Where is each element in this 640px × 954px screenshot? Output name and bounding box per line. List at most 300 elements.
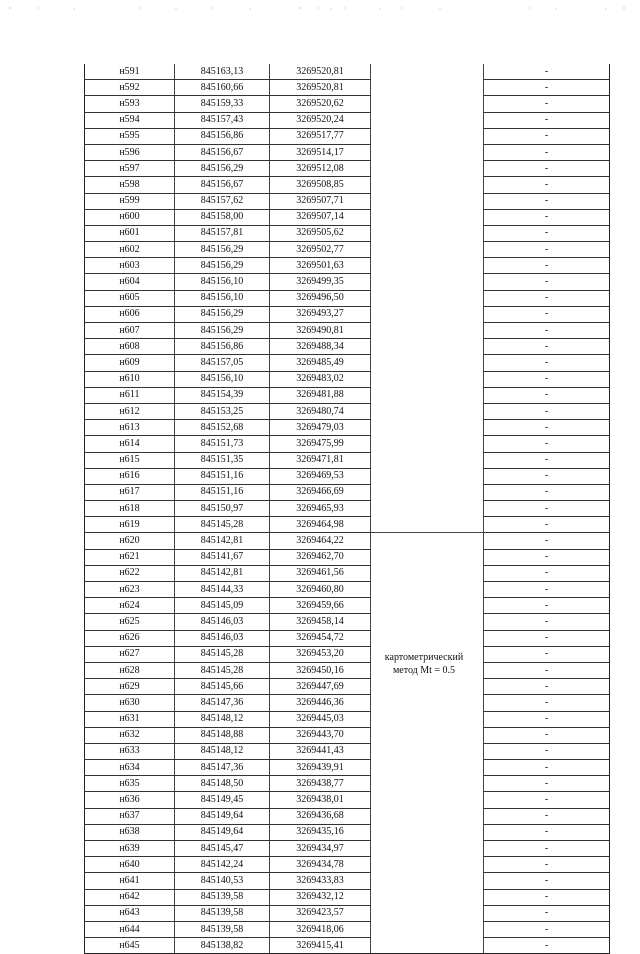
x-coordinate-cell: 845144,33	[175, 582, 270, 598]
error-cell: -	[484, 209, 610, 225]
point-id-cell: н629	[85, 679, 175, 695]
error-cell: -	[484, 760, 610, 776]
point-id-cell: н640	[85, 857, 175, 873]
table-row	[85, 679, 610, 695]
point-id-cell: н599	[85, 193, 175, 209]
method-cell	[371, 760, 484, 776]
point-id-cell: н628	[85, 662, 175, 678]
point-id-cell: н600	[85, 209, 175, 225]
error-cell: -	[484, 128, 610, 144]
method-cell	[371, 630, 484, 646]
error-cell: -	[484, 193, 610, 209]
y-coordinate-cell: 3269499,35	[270, 274, 371, 290]
point-id-cell: н621	[85, 549, 175, 565]
table-row	[85, 177, 610, 193]
x-coordinate-cell: 845139,58	[175, 905, 270, 921]
error-cell: -	[484, 582, 610, 598]
error-cell: -	[484, 533, 610, 549]
y-coordinate-cell: 3269508,85	[270, 177, 371, 193]
method-cell	[371, 938, 484, 954]
y-coordinate-cell: 3269520,24	[270, 112, 371, 128]
error-cell: -	[484, 177, 610, 193]
method-cell	[371, 209, 484, 225]
method-cell	[371, 420, 484, 436]
point-id-cell: н611	[85, 387, 175, 403]
point-id-cell: н610	[85, 371, 175, 387]
x-coordinate-cell: 845146,03	[175, 614, 270, 630]
point-id-cell: н641	[85, 873, 175, 889]
error-cell: -	[484, 824, 610, 840]
table-row	[85, 339, 610, 355]
x-coordinate-cell: 845156,67	[175, 177, 270, 193]
error-cell: -	[484, 403, 610, 419]
table-row	[85, 258, 610, 274]
table-row	[85, 776, 610, 792]
table-row	[85, 889, 610, 905]
error-cell: -	[484, 549, 610, 565]
x-coordinate-cell: 845163,13	[175, 64, 270, 80]
method-cell	[371, 598, 484, 614]
y-coordinate-cell: 3269512,08	[270, 161, 371, 177]
y-coordinate-cell: 3269458,14	[270, 614, 371, 630]
method-cell	[371, 96, 484, 112]
table-row	[85, 646, 610, 662]
method-cell	[371, 339, 484, 355]
error-cell: -	[484, 808, 610, 824]
x-coordinate-cell: 845156,86	[175, 128, 270, 144]
table-row	[85, 209, 610, 225]
x-coordinate-cell: 845160,66	[175, 80, 270, 96]
y-coordinate-cell: 3269479,03	[270, 420, 371, 436]
error-cell: -	[484, 614, 610, 630]
table-row	[85, 80, 610, 96]
x-coordinate-cell: 845149,64	[175, 808, 270, 824]
y-coordinate-cell: 3269514,17	[270, 144, 371, 160]
point-id-cell: н594	[85, 112, 175, 128]
method-cell	[371, 873, 484, 889]
x-coordinate-cell: 845151,16	[175, 484, 270, 500]
x-coordinate-cell: 845157,81	[175, 225, 270, 241]
y-coordinate-cell: 3269507,14	[270, 209, 371, 225]
x-coordinate-cell: 845151,16	[175, 468, 270, 484]
y-coordinate-cell: 3269446,36	[270, 695, 371, 711]
point-id-cell: н624	[85, 598, 175, 614]
method-cell	[371, 128, 484, 144]
error-cell: -	[484, 144, 610, 160]
y-coordinate-cell: 3269461,56	[270, 565, 371, 581]
x-coordinate-cell: 845148,12	[175, 743, 270, 759]
coordinates-table	[84, 64, 610, 954]
method-cell	[371, 727, 484, 743]
point-id-cell: н636	[85, 792, 175, 808]
y-coordinate-cell: 3269447,69	[270, 679, 371, 695]
method-cell	[371, 371, 484, 387]
point-id-cell: н645	[85, 938, 175, 954]
table-row	[85, 387, 610, 403]
method-note-line2: метод Mt = 0.5	[392, 665, 456, 676]
method-cell	[371, 808, 484, 824]
table-row	[85, 193, 610, 209]
error-cell: -	[484, 501, 610, 517]
x-coordinate-cell: 845145,09	[175, 598, 270, 614]
y-coordinate-cell: 3269453,20	[270, 646, 371, 662]
table-row	[85, 323, 610, 339]
error-cell: -	[484, 112, 610, 128]
y-coordinate-cell: 3269520,81	[270, 64, 371, 80]
y-coordinate-cell: 3269415,41	[270, 938, 371, 954]
scan-artifact-dots	[0, 0, 640, 20]
y-coordinate-cell: 3269445,03	[270, 711, 371, 727]
point-id-cell: н609	[85, 355, 175, 371]
error-cell: -	[484, 938, 610, 954]
point-id-cell: н619	[85, 517, 175, 533]
y-coordinate-cell: 3269436,68	[270, 808, 371, 824]
error-cell: -	[484, 161, 610, 177]
point-id-cell: н642	[85, 889, 175, 905]
table-row	[85, 630, 610, 646]
method-cell	[371, 841, 484, 857]
y-coordinate-cell: 3269469,53	[270, 468, 371, 484]
x-coordinate-cell: 845156,29	[175, 161, 270, 177]
point-id-cell: н644	[85, 921, 175, 937]
x-coordinate-cell: 845139,58	[175, 889, 270, 905]
point-id-cell: н631	[85, 711, 175, 727]
table-row	[85, 711, 610, 727]
point-id-cell: н607	[85, 323, 175, 339]
y-coordinate-cell: 3269423,57	[270, 905, 371, 921]
y-coordinate-cell: 3269433,83	[270, 873, 371, 889]
y-coordinate-cell: 3269520,81	[270, 80, 371, 96]
method-cell	[371, 614, 484, 630]
x-coordinate-cell: 845153,25	[175, 403, 270, 419]
table-row	[85, 565, 610, 581]
point-id-cell: н604	[85, 274, 175, 290]
table-row	[85, 662, 610, 678]
table-row	[85, 905, 610, 921]
y-coordinate-cell: 3269462,70	[270, 549, 371, 565]
y-coordinate-cell: 3269464,22	[270, 533, 371, 549]
error-cell: -	[484, 258, 610, 274]
table-row	[85, 484, 610, 500]
method-cell	[371, 403, 484, 419]
table-row	[85, 873, 610, 889]
x-coordinate-cell: 845150,97	[175, 501, 270, 517]
y-coordinate-cell: 3269481,88	[270, 387, 371, 403]
method-cell	[371, 468, 484, 484]
table-row	[85, 112, 610, 128]
table-row	[85, 841, 610, 857]
method-cell	[371, 484, 484, 500]
x-coordinate-cell: 845149,64	[175, 824, 270, 840]
error-cell: -	[484, 225, 610, 241]
x-coordinate-cell: 845145,28	[175, 517, 270, 533]
table-row	[85, 614, 610, 630]
table-row	[85, 96, 610, 112]
error-cell: -	[484, 306, 610, 322]
x-coordinate-cell: 845157,05	[175, 355, 270, 371]
x-coordinate-cell: 845156,29	[175, 306, 270, 322]
y-coordinate-cell: 3269454,72	[270, 630, 371, 646]
table-row	[85, 695, 610, 711]
point-id-cell: н627	[85, 646, 175, 662]
method-cell	[371, 112, 484, 128]
x-coordinate-cell: 845152,68	[175, 420, 270, 436]
point-id-cell: н613	[85, 420, 175, 436]
table-row	[85, 306, 610, 322]
y-coordinate-cell: 3269441,43	[270, 743, 371, 759]
y-coordinate-cell: 3269520,62	[270, 96, 371, 112]
table-row	[85, 598, 610, 614]
method-cell	[371, 889, 484, 905]
table-row	[85, 225, 610, 241]
method-note	[368, 651, 480, 677]
method-cell	[371, 549, 484, 565]
method-cell	[371, 743, 484, 759]
point-id-cell: н614	[85, 436, 175, 452]
method-cell	[371, 679, 484, 695]
point-id-cell: н622	[85, 565, 175, 581]
y-coordinate-cell: 3269464,98	[270, 517, 371, 533]
x-coordinate-cell: 845147,36	[175, 760, 270, 776]
x-coordinate-cell: 845145,47	[175, 841, 270, 857]
error-cell: -	[484, 727, 610, 743]
table-row	[85, 760, 610, 776]
y-coordinate-cell: 3269434,78	[270, 857, 371, 873]
table-row	[85, 128, 610, 144]
method-cell	[371, 161, 484, 177]
error-cell: -	[484, 420, 610, 436]
point-id-cell: н623	[85, 582, 175, 598]
x-coordinate-cell: 845156,10	[175, 274, 270, 290]
y-coordinate-cell: 3269517,77	[270, 128, 371, 144]
method-cell	[371, 355, 484, 371]
table-row	[85, 468, 610, 484]
x-coordinate-cell: 845156,29	[175, 323, 270, 339]
y-coordinate-cell: 3269450,16	[270, 662, 371, 678]
point-id-cell: н608	[85, 339, 175, 355]
point-id-cell: н603	[85, 258, 175, 274]
point-id-cell: н598	[85, 177, 175, 193]
y-coordinate-cell: 3269466,69	[270, 484, 371, 500]
method-cell	[371, 695, 484, 711]
method-cell	[371, 242, 484, 258]
method-cell	[371, 711, 484, 727]
y-coordinate-cell: 3269418,06	[270, 921, 371, 937]
point-id-cell: н591	[85, 64, 175, 80]
point-id-cell: н595	[85, 128, 175, 144]
method-cell	[371, 274, 484, 290]
table-row	[85, 727, 610, 743]
x-coordinate-cell: 845156,86	[175, 339, 270, 355]
y-coordinate-cell: 3269438,77	[270, 776, 371, 792]
point-id-cell: н597	[85, 161, 175, 177]
table-row	[85, 824, 610, 840]
table-row	[85, 371, 610, 387]
method-cell	[371, 144, 484, 160]
table-row	[85, 533, 610, 549]
x-coordinate-cell: 845148,88	[175, 727, 270, 743]
method-cell	[371, 921, 484, 937]
y-coordinate-cell: 3269435,16	[270, 824, 371, 840]
y-coordinate-cell: 3269434,97	[270, 841, 371, 857]
error-cell: -	[484, 290, 610, 306]
x-coordinate-cell: 845145,28	[175, 646, 270, 662]
point-id-cell: н633	[85, 743, 175, 759]
method-cell	[371, 306, 484, 322]
method-cell	[371, 776, 484, 792]
y-coordinate-cell: 3269488,34	[270, 339, 371, 355]
error-cell: -	[484, 889, 610, 905]
x-coordinate-cell: 845151,73	[175, 436, 270, 452]
table-row	[85, 792, 610, 808]
error-cell: -	[484, 452, 610, 468]
error-cell: -	[484, 695, 610, 711]
point-id-cell: н626	[85, 630, 175, 646]
error-cell: -	[484, 371, 610, 387]
x-coordinate-cell: 845142,81	[175, 533, 270, 549]
error-cell: -	[484, 792, 610, 808]
y-coordinate-cell: 3269459,66	[270, 598, 371, 614]
error-cell: -	[484, 598, 610, 614]
point-id-cell: н615	[85, 452, 175, 468]
y-coordinate-cell: 3269483,02	[270, 371, 371, 387]
error-cell: -	[484, 873, 610, 889]
method-cell	[371, 323, 484, 339]
x-coordinate-cell: 845145,66	[175, 679, 270, 695]
table-row	[85, 549, 610, 565]
x-coordinate-cell: 845148,12	[175, 711, 270, 727]
method-cell	[371, 225, 484, 241]
point-id-cell: н639	[85, 841, 175, 857]
table-row	[85, 938, 610, 954]
error-cell: -	[484, 743, 610, 759]
point-id-cell: н625	[85, 614, 175, 630]
table-row	[85, 290, 610, 306]
y-coordinate-cell: 3269507,71	[270, 193, 371, 209]
error-cell: -	[484, 517, 610, 533]
x-coordinate-cell: 845141,67	[175, 549, 270, 565]
method-cell	[371, 436, 484, 452]
y-coordinate-cell: 3269501,63	[270, 258, 371, 274]
y-coordinate-cell: 3269490,81	[270, 323, 371, 339]
point-id-cell: н606	[85, 306, 175, 322]
error-cell: -	[484, 630, 610, 646]
point-id-cell: н601	[85, 225, 175, 241]
y-coordinate-cell: 3269480,74	[270, 403, 371, 419]
y-coordinate-cell: 3269432,12	[270, 889, 371, 905]
x-coordinate-cell: 845140,53	[175, 873, 270, 889]
x-coordinate-cell: 845145,28	[175, 662, 270, 678]
x-coordinate-cell: 845139,58	[175, 921, 270, 937]
y-coordinate-cell: 3269502,77	[270, 242, 371, 258]
point-id-cell: н618	[85, 501, 175, 517]
x-coordinate-cell: 845148,50	[175, 776, 270, 792]
table-row	[85, 582, 610, 598]
method-cell	[371, 565, 484, 581]
error-cell: -	[484, 64, 610, 80]
error-cell: -	[484, 436, 610, 452]
table-row	[85, 144, 610, 160]
x-coordinate-cell: 845156,10	[175, 371, 270, 387]
point-id-cell: н620	[85, 533, 175, 549]
method-cell	[371, 792, 484, 808]
table-row	[85, 921, 610, 937]
error-cell: -	[484, 355, 610, 371]
method-cell	[371, 193, 484, 209]
error-cell: -	[484, 662, 610, 678]
y-coordinate-cell: 3269496,50	[270, 290, 371, 306]
point-id-cell: н630	[85, 695, 175, 711]
point-id-cell: н612	[85, 403, 175, 419]
table-row	[85, 808, 610, 824]
method-cell	[371, 905, 484, 921]
method-cell	[371, 582, 484, 598]
method-cell	[371, 517, 484, 533]
error-cell: -	[484, 679, 610, 695]
point-id-cell: н605	[85, 290, 175, 306]
y-coordinate-cell: 3269460,80	[270, 582, 371, 598]
y-coordinate-cell: 3269493,27	[270, 306, 371, 322]
y-coordinate-cell: 3269505,62	[270, 225, 371, 241]
x-coordinate-cell: 845142,24	[175, 857, 270, 873]
error-cell: -	[484, 711, 610, 727]
x-coordinate-cell: 845149,45	[175, 792, 270, 808]
x-coordinate-cell: 845154,39	[175, 387, 270, 403]
y-coordinate-cell: 3269443,70	[270, 727, 371, 743]
error-cell: -	[484, 387, 610, 403]
method-cell	[371, 64, 484, 80]
point-id-cell: н637	[85, 808, 175, 824]
y-coordinate-cell: 3269475,99	[270, 436, 371, 452]
error-cell: -	[484, 242, 610, 258]
method-cell	[371, 387, 484, 403]
method-cell	[371, 258, 484, 274]
table-row	[85, 501, 610, 517]
error-cell: -	[484, 468, 610, 484]
error-cell: -	[484, 96, 610, 112]
x-coordinate-cell: 845157,43	[175, 112, 270, 128]
x-coordinate-cell: 845159,33	[175, 96, 270, 112]
y-coordinate-cell: 3269471,81	[270, 452, 371, 468]
x-coordinate-cell: 845156,29	[175, 242, 270, 258]
point-id-cell: н602	[85, 242, 175, 258]
table-row	[85, 274, 610, 290]
x-coordinate-cell: 845151,35	[175, 452, 270, 468]
table-row	[85, 64, 610, 80]
table-row	[85, 436, 610, 452]
x-coordinate-cell: 845156,67	[175, 144, 270, 160]
error-cell: -	[484, 857, 610, 873]
point-id-cell: н617	[85, 484, 175, 500]
error-cell: -	[484, 323, 610, 339]
point-id-cell: н634	[85, 760, 175, 776]
error-cell: -	[484, 776, 610, 792]
table-row	[85, 420, 610, 436]
error-cell: -	[484, 80, 610, 96]
method-cell	[371, 857, 484, 873]
table-row	[85, 355, 610, 371]
table-row	[85, 517, 610, 533]
table-row	[85, 242, 610, 258]
point-id-cell: н643	[85, 905, 175, 921]
error-cell: -	[484, 841, 610, 857]
x-coordinate-cell: 845142,81	[175, 565, 270, 581]
method-cell	[371, 290, 484, 306]
x-coordinate-cell: 845138,82	[175, 938, 270, 954]
point-id-cell: н592	[85, 80, 175, 96]
method-cell	[371, 177, 484, 193]
point-id-cell: н632	[85, 727, 175, 743]
